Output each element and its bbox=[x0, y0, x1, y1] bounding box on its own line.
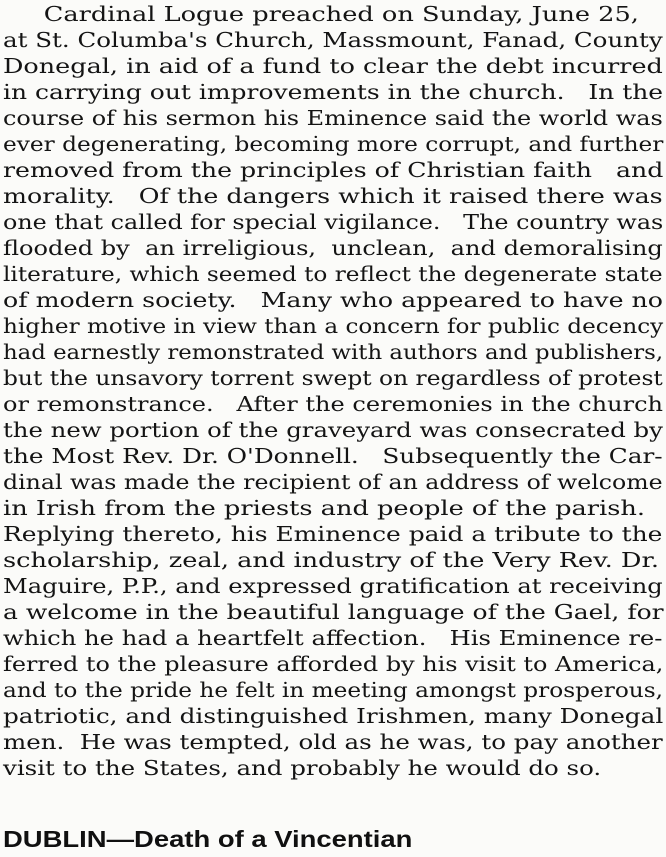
article-line: flooded by an irreligious, unclean, and demoralising bbox=[3, 236, 663, 260]
section-heading: DUBLIN—Death of a Vincentian bbox=[3, 826, 413, 852]
article-line: in Irish from the priests and people of the parish. bbox=[3, 496, 646, 520]
article-line: the Most Rev. Dr. O'Donnell. Subsequently the Car- bbox=[3, 444, 663, 468]
article-line: a welcome in the beautiful language of the Gael, for bbox=[3, 600, 664, 624]
article-line: and to the pride he felt in meeting amongst prosperous, bbox=[3, 678, 664, 702]
article-line: Replying thereto, his Eminence paid a tribute to the bbox=[3, 522, 663, 546]
article-line: course of his sermon his Eminence said the world was bbox=[3, 106, 663, 130]
article-line: Donegal, in aid of a fund to clear the debt incurred bbox=[3, 54, 663, 78]
article-line: morality. Of the dangers which it raised there was bbox=[3, 184, 663, 208]
article-line: which he had a heartfelt affection. His Eminence re- bbox=[3, 626, 663, 650]
article-line: at St. Columba's Church, Massmount, Fanad, County bbox=[3, 28, 663, 52]
article-line: scholarship, zeal, and industry of the Very Rev. Dr. bbox=[3, 548, 660, 572]
article-line: had earnestly remonstrated with authors and publishers, bbox=[3, 340, 664, 364]
article-line: removed from the principles of Christian faith and bbox=[3, 158, 664, 182]
article-line: dinal was made the recipient of an address of welcome bbox=[3, 470, 663, 494]
article-line: of modern society. Many who appeared to have no bbox=[3, 288, 663, 312]
article-line: or remonstrance. After the ceremonies in the church bbox=[3, 392, 664, 416]
article-line: ferred to the pleasure afforded by his visit to America, bbox=[3, 652, 664, 676]
article-line: patriotic, and distinguished Irishmen, many Donegal bbox=[3, 704, 664, 728]
article-line: Maguire, P.P., and expressed gratification at receiving bbox=[3, 574, 663, 598]
article-line: higher motive in view than a concern for public decency bbox=[3, 314, 664, 338]
article-line: the new portion of the graveyard was consecrated by bbox=[3, 418, 663, 442]
article-line: visit to the States, and probably he would do so. bbox=[3, 756, 602, 780]
article-line: one that called for special vigilance. The country was bbox=[3, 210, 664, 234]
article-line: literature, which seemed to reflect the degenerate state bbox=[3, 262, 663, 286]
article-line: ever degenerating, becoming more corrupt, and further bbox=[3, 132, 664, 156]
article-line: Cardinal Logue preached on Sunday, June 25, bbox=[3, 2, 639, 26]
article-line: men. He was tempted, old as he was, to pay another bbox=[3, 730, 663, 754]
article-line: but the unsavory torrent swept on regardless of protest bbox=[3, 366, 663, 390]
article-line: in carrying out improvements in the church. In the bbox=[3, 80, 664, 104]
